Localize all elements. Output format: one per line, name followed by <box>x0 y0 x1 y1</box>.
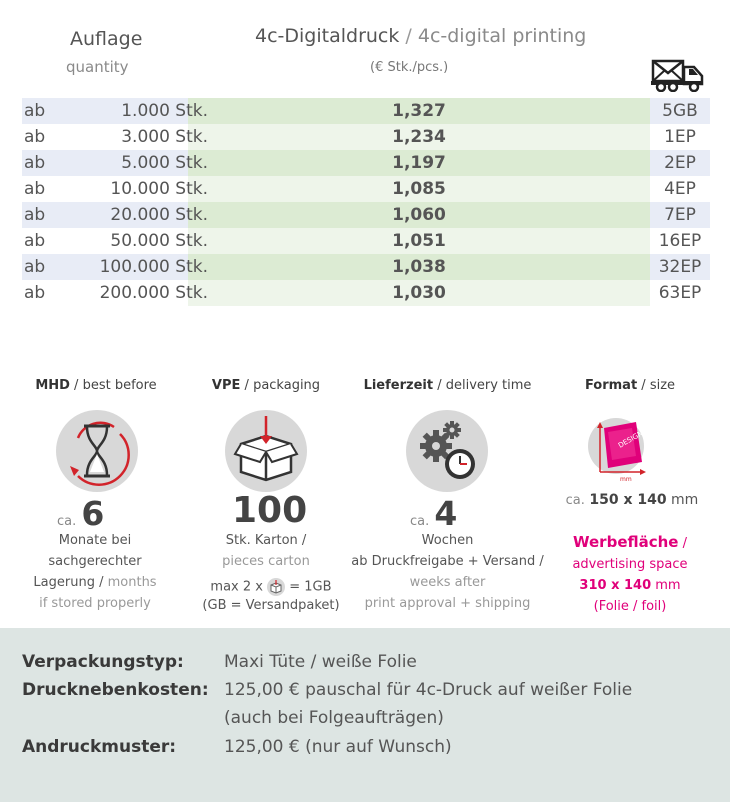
row-quantity: 50.000 Stk. <box>110 231 208 251</box>
table-row <box>22 98 710 124</box>
delivery-description <box>345 530 550 614</box>
packaging-value: Maxi Tüte / weiße Folie <box>224 652 417 672</box>
row-shipping: 4EP <box>664 179 696 199</box>
werbe-line2: advertising space <box>572 557 688 572</box>
vpe-box-formula <box>196 578 346 615</box>
svg-text:mm: mm <box>620 476 632 482</box>
hourglass-icon <box>56 410 138 492</box>
delivery-number: 4 <box>434 494 458 533</box>
mhd-line3: Lagerung / months <box>33 575 157 590</box>
row-ab: ab <box>24 205 46 225</box>
box-icon <box>225 410 307 492</box>
format-bag-icon <box>586 412 646 482</box>
delivery-line4: print approval + shipping <box>364 596 531 611</box>
row-price: 1,197 <box>392 153 446 173</box>
proof-value: 125,00 € (nur auf Wunsch) <box>224 737 452 757</box>
mhd-ca: ca. <box>57 514 77 529</box>
price-table <box>22 98 710 306</box>
table-row <box>22 254 710 280</box>
delivery-line1: Wochen <box>421 533 474 548</box>
row-ab: ab <box>24 257 46 277</box>
vpe-title: VPE / packaging <box>211 378 321 393</box>
row-quantity: 200.000 Stk. <box>99 283 208 303</box>
extra-costs-label: Drucknebenkosten: <box>22 680 209 700</box>
gears-clock-icon <box>406 410 488 492</box>
mhd-line1: Monate bei <box>58 533 132 548</box>
delivery-title: Lieferzeit / delivery time <box>363 378 532 393</box>
row-quantity: 10.000 Stk. <box>110 179 208 199</box>
small-box-icon <box>267 578 285 596</box>
delivery-value <box>410 494 457 533</box>
packaging-label: Verpackungstyp: <box>22 652 184 672</box>
row-quantity: 3.000 Stk. <box>121 127 208 147</box>
format-title-en: size <box>649 378 676 393</box>
mhd-value <box>57 494 104 533</box>
row-price: 1,234 <box>392 127 446 147</box>
row-price: 1,060 <box>392 205 446 225</box>
truck-mail-icon <box>651 58 705 92</box>
row-price: 1,051 <box>392 231 446 251</box>
row-quantity: 1.000 Stk. <box>121 101 208 121</box>
table-row <box>22 176 710 202</box>
row-price: 1,038 <box>392 257 446 277</box>
print-type-en: 4c-digital printing <box>417 25 587 47</box>
delivery-title-de: Lieferzeit <box>363 378 434 393</box>
row-ab: ab <box>24 153 46 173</box>
print-type-sep: / <box>399 25 418 47</box>
row-ab: ab <box>24 127 46 147</box>
row-shipping: 1EP <box>664 127 696 147</box>
print-type-de: 4c-Digitaldruck <box>255 25 400 47</box>
mhd-title-en: best before <box>82 378 157 393</box>
unit-label: (€ Stk./pcs.) <box>370 60 449 75</box>
row-shipping: 63EP <box>658 283 702 303</box>
details-panel <box>0 628 730 802</box>
vpe-line2: pieces carton <box>222 554 310 569</box>
row-shipping: 16EP <box>658 231 702 251</box>
row-quantity: 20.000 Stk. <box>110 205 208 225</box>
print-type-header <box>255 25 586 47</box>
vpe-line4: (GB = Versandpaket) <box>202 597 340 613</box>
format-title-de: Format <box>584 378 638 393</box>
extra-costs-note: (auch bei Folgeaufträgen) <box>224 708 444 728</box>
werbe-line3: 310 x 140 mm <box>579 578 681 593</box>
vpe-number: 100 <box>232 490 308 531</box>
row-quantity: 5.000 Stk. <box>121 153 208 173</box>
row-price: 1,030 <box>392 283 446 303</box>
delivery-title-en: delivery time <box>445 378 532 393</box>
delivery-ca: ca. <box>410 514 430 529</box>
vpe-line1: Stk. Karton / <box>225 533 307 548</box>
mhd-line4: if stored properly <box>39 596 151 611</box>
mhd-line2: sachgerechter <box>48 554 142 569</box>
quantity-header: Auflage <box>70 28 143 50</box>
proof-label: Andruckmuster: <box>22 737 177 757</box>
row-ab: ab <box>24 101 46 121</box>
table-row <box>22 228 710 254</box>
vpe-description <box>196 530 336 572</box>
row-ab: ab <box>24 179 46 199</box>
table-row <box>22 280 710 306</box>
table-row <box>22 150 710 176</box>
table-row <box>22 124 710 150</box>
row-price: 1,085 <box>392 179 446 199</box>
row-quantity: 100.000 Stk. <box>99 257 208 277</box>
mhd-number: 6 <box>81 494 105 533</box>
mhd-title: MHD / best before <box>35 378 157 393</box>
row-shipping: 2EP <box>664 153 696 173</box>
row-price: 1,327 <box>392 101 446 121</box>
row-shipping: 5GB <box>662 101 698 121</box>
delivery-line2: ab Druckfreigabe + Versand / <box>351 554 544 569</box>
mhd-description <box>20 530 170 614</box>
format-size: ca. 150 x 140 mm <box>565 492 699 508</box>
table-row <box>22 202 710 228</box>
werbe-line1: Werbefläche / <box>573 533 687 551</box>
row-shipping: 7EP <box>664 205 696 225</box>
vpe-title-de: VPE <box>211 378 241 393</box>
werbe-description <box>555 532 705 617</box>
extra-costs-value: 125,00 € pauschal für 4c-Druck auf weißer Folie <box>224 680 633 700</box>
werbe-line4: (Folie / foil) <box>593 599 667 614</box>
row-ab: ab <box>24 231 46 251</box>
svg-text:DESIGN: DESIGN <box>617 429 645 450</box>
row-shipping: 32EP <box>658 257 702 277</box>
quantity-header-en: quantity <box>66 58 129 76</box>
vpe-line3: max 2 x = 1GB <box>210 579 332 595</box>
format-title: Format / size <box>584 378 676 393</box>
mhd-title-de: MHD <box>35 378 70 393</box>
delivery-line3: weeks after <box>409 575 486 590</box>
vpe-title-en: packaging <box>253 378 321 393</box>
row-ab: ab <box>24 283 46 303</box>
